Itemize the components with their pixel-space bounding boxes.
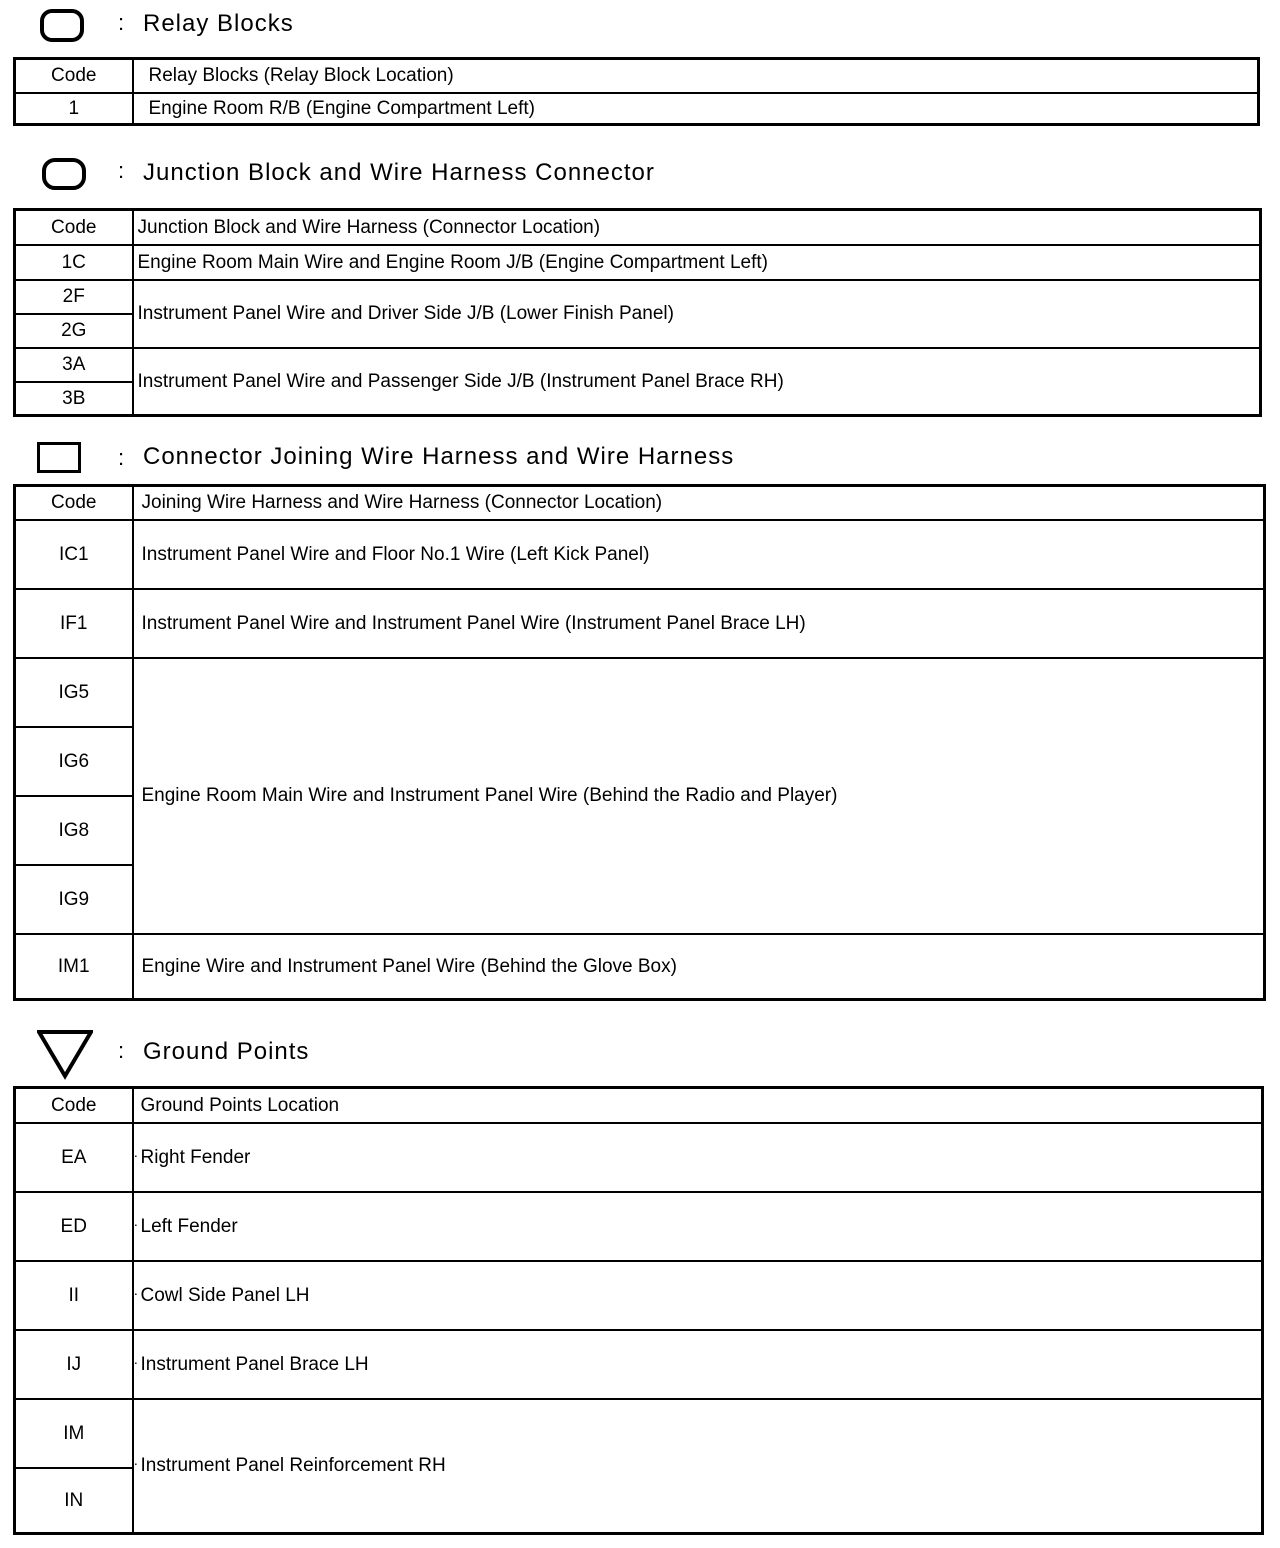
row-code: IG5 — [15, 658, 133, 727]
leader-dot: · — [133, 1146, 139, 1163]
row-desc: Engine Room Main Wire and Engine Room J/B (Engine Compartment Left) — [133, 245, 1261, 280]
table-row — [15, 1330, 1263, 1399]
table-row — [15, 1192, 1263, 1261]
relay-blocks-table — [13, 57, 1260, 126]
row-code: II — [15, 1261, 133, 1330]
junction-block-symbol-icon — [42, 158, 86, 190]
table-row — [15, 1261, 1263, 1330]
row-code: IG8 — [15, 796, 133, 865]
colon: : — [118, 10, 125, 35]
row-code: IF1 — [15, 589, 133, 658]
row-code: IJ — [15, 1330, 133, 1399]
header-code: Code — [15, 1088, 133, 1123]
connector-symbol-icon — [37, 442, 81, 473]
row-desc: Instrument Panel Wire and Driver Side J/B (Lower Finish Panel) — [133, 280, 1261, 348]
table-row — [15, 280, 1261, 314]
row-desc: Instrument Panel Wire and Passenger Side J/B (Instrument Panel Brace RH) — [133, 348, 1261, 416]
table-row — [15, 348, 1261, 382]
table-header-row — [15, 59, 1259, 93]
colon: : — [118, 1038, 125, 1063]
table-row — [15, 934, 1265, 1000]
row-code: 3B — [15, 382, 133, 416]
row-code: IG6 — [15, 727, 133, 796]
header-desc: Relay Blocks (Relay Block Location) — [133, 59, 1259, 93]
connector-joining-table — [13, 484, 1266, 1001]
junction-block-table — [13, 208, 1262, 417]
header-code: Code — [15, 486, 133, 520]
header-desc: Junction Block and Wire Harness (Connector Location) — [133, 210, 1261, 245]
table-row — [15, 1399, 1263, 1468]
colon: : — [118, 445, 125, 470]
row-code: ED — [15, 1192, 133, 1261]
table-header-row — [15, 486, 1265, 520]
row-desc-text: Instrument Panel Brace LH — [140, 1353, 369, 1375]
table-row — [15, 520, 1265, 589]
row-desc: Instrument Panel Wire and Instrument Panel Wire (Instrument Panel Brace LH) — [133, 589, 1265, 658]
table-row — [15, 589, 1265, 658]
section-title: Ground Points — [143, 1038, 310, 1065]
table-row — [15, 93, 1259, 125]
ground-point-symbol-icon — [37, 1030, 93, 1080]
row-code: 1 — [15, 93, 133, 125]
row-code: IC1 — [15, 520, 133, 589]
row-desc: Engine Room R/B (Engine Compartment Left) — [133, 93, 1259, 125]
row-code: IM1 — [15, 934, 133, 1000]
section-ground-points-header — [0, 1030, 1280, 1080]
row-desc-text: Left Fender — [140, 1215, 238, 1237]
row-desc — [133, 1123, 1263, 1192]
row-desc — [133, 1330, 1263, 1399]
section-junction-block-header — [0, 150, 1280, 200]
table-row — [15, 658, 1265, 727]
colon: : — [118, 158, 125, 183]
leader-dot: · — [133, 1215, 139, 1232]
row-code: IN — [15, 1468, 133, 1534]
table-row — [15, 245, 1261, 280]
table-row — [15, 1123, 1263, 1192]
leader-dot: · — [133, 1455, 139, 1472]
section-title: Junction Block and Wire Harness Connector — [143, 159, 655, 186]
row-code: 1C — [15, 245, 133, 280]
leader-dot: · — [133, 1284, 139, 1301]
table-header-row — [15, 210, 1261, 245]
section-title: Relay Blocks — [143, 10, 294, 37]
row-code: 2G — [15, 314, 133, 348]
table-header-row — [15, 1088, 1263, 1123]
row-code: 3A — [15, 348, 133, 382]
row-code: IG9 — [15, 865, 133, 934]
header-desc: Joining Wire Harness and Wire Harness (Connector Location) — [133, 486, 1265, 520]
row-desc: Engine Wire and Instrument Panel Wire (Behind the Glove Box) — [133, 934, 1265, 1000]
row-desc — [133, 1399, 1263, 1534]
header-code: Code — [15, 210, 133, 245]
row-desc — [133, 1192, 1263, 1261]
section-relay-blocks-header — [0, 0, 1280, 50]
row-code: EA — [15, 1123, 133, 1192]
row-desc: Engine Room Main Wire and Instrument Panel Wire (Behind the Radio and Player) — [133, 658, 1265, 934]
header-desc: Ground Points Location — [133, 1088, 1263, 1123]
ground-points-table — [13, 1086, 1264, 1535]
relay-block-symbol-icon — [40, 9, 84, 42]
row-desc — [133, 1261, 1263, 1330]
row-desc: Instrument Panel Wire and Floor No.1 Wire (Left Kick Panel) — [133, 520, 1265, 589]
section-title: Connector Joining Wire Harness and Wire Harness — [143, 443, 735, 470]
header-code: Code — [15, 59, 133, 93]
row-desc-text: Right Fender — [140, 1146, 251, 1168]
row-code: 2F — [15, 280, 133, 314]
leader-dot: · — [133, 1353, 139, 1370]
row-desc-text: Cowl Side Panel LH — [140, 1284, 310, 1306]
row-desc-text: Instrument Panel Reinforcement RH — [140, 1455, 446, 1477]
row-code: IM — [15, 1399, 133, 1468]
